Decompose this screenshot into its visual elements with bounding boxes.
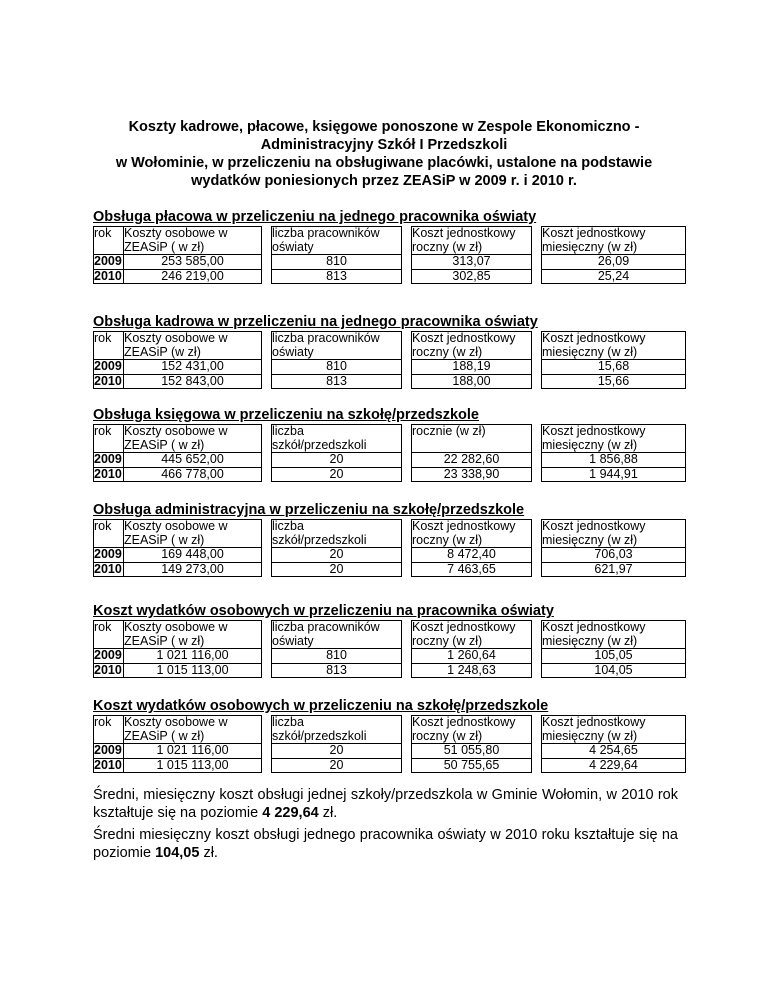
year-cell: 2010 xyxy=(94,466,122,481)
value-cell: 1 021 116,00 xyxy=(124,744,262,759)
value-cell: 1 021 116,00 xyxy=(124,649,262,664)
column-gap xyxy=(262,255,272,270)
value-cell: 810 xyxy=(272,360,402,375)
column-gap xyxy=(262,548,272,563)
column-gap xyxy=(402,758,412,773)
value-cell: 466 778,00 xyxy=(124,467,262,482)
summary-note xyxy=(93,786,678,822)
header-cell: Koszty osobowe w ZEASiP ( w zł) xyxy=(124,621,262,649)
note-text: Średni, miesięczny koszt obsługi jednej szkoły/przedszkola w Gminie Wołomin, w 2010 rok kształtuje się na poziomie xyxy=(93,787,678,821)
value-cell: 813 xyxy=(272,269,402,284)
column-gap xyxy=(402,716,412,744)
section xyxy=(93,501,685,577)
cost-table xyxy=(93,620,686,678)
title-line: w Wołominie, w przeliczeniu na obsługiwane placówki, ustalone na podstawie xyxy=(115,155,653,171)
value-cell: 1 856,88 xyxy=(542,453,686,468)
value-cell: 20 xyxy=(272,562,402,577)
value-cell: 1 015 113,00 xyxy=(124,663,262,678)
table-row xyxy=(94,562,686,577)
value-cell: 20 xyxy=(272,744,402,759)
year-cell: 2010 xyxy=(94,662,122,677)
column-gap xyxy=(402,425,412,453)
cost-table xyxy=(93,331,686,389)
column-gap xyxy=(262,467,272,482)
table-row xyxy=(94,453,686,468)
value-cell: 810 xyxy=(272,255,402,270)
column-gap xyxy=(262,520,272,548)
column-gap xyxy=(402,562,412,577)
year-cell: 2009 xyxy=(94,547,122,561)
value-cell: 152 843,00 xyxy=(124,374,262,389)
header-cell: liczba szkół/przedszkoli xyxy=(272,425,402,453)
value-cell: 25,24 xyxy=(542,269,686,284)
table-row xyxy=(94,548,686,563)
column-gap xyxy=(402,520,412,548)
value-cell: 20 xyxy=(272,453,402,468)
header-cell: rok xyxy=(94,227,124,255)
table-row xyxy=(94,663,686,678)
column-gap xyxy=(532,453,542,468)
table-header-row xyxy=(94,227,686,255)
header-cell: Koszty osobowe w ZEASiP ( w zł) xyxy=(124,716,262,744)
title-line: Koszty kadrowe, płacowe, księgowe ponoszone w Zespole Ekonomiczno - xyxy=(128,119,640,135)
value-cell: 104,05 xyxy=(542,663,686,678)
document-title xyxy=(60,118,708,190)
cost-table xyxy=(93,226,686,284)
value-cell: 4 254,65 xyxy=(542,744,686,759)
table-row xyxy=(94,269,686,284)
header-cell: Koszt jednostkowy roczny (w zł) xyxy=(412,332,532,360)
value-cell: 20 xyxy=(272,467,402,482)
value-cell: 7 463,65 xyxy=(412,562,532,577)
table-header-row xyxy=(94,716,686,744)
value-cell: 1 015 113,00 xyxy=(124,758,262,773)
column-gap xyxy=(262,744,272,759)
note-text: Średni miesięczny koszt obsługi jednego pracownika oświaty w 2010 roku kształtuje się na poziomie xyxy=(93,827,678,861)
header-cell: Koszt jednostkowy miesięczny (w zł) xyxy=(542,425,686,453)
section-heading: Koszt wydatków osobowych w przeliczeniu na pracownika oświaty xyxy=(93,603,554,619)
section-heading: Obsługa płacowa w przeliczeniu na jednego pracownika oświaty xyxy=(93,209,537,225)
header-cell: rok xyxy=(94,520,124,548)
section-heading: Koszt wydatków osobowych w przeliczeniu na szkołę/przedszkole xyxy=(93,698,549,714)
header-cell: rok xyxy=(94,716,124,744)
column-gap xyxy=(262,453,272,468)
column-gap xyxy=(402,453,412,468)
table-row xyxy=(94,467,686,482)
column-gap xyxy=(262,374,272,389)
column-gap xyxy=(532,227,542,255)
table-row xyxy=(94,374,686,389)
value-cell: 188,19 xyxy=(412,360,532,375)
value-cell: 1 260,64 xyxy=(412,649,532,664)
table-row xyxy=(94,744,686,759)
column-gap xyxy=(402,332,412,360)
column-gap xyxy=(532,744,542,759)
value-cell: 15,66 xyxy=(542,374,686,389)
summary-notes xyxy=(93,786,678,866)
header-cell: Koszt jednostkowy roczny (w zł) xyxy=(412,621,532,649)
table-header-row xyxy=(94,425,686,453)
header-cell: liczba szkół/przedszkoli xyxy=(272,520,402,548)
table-row xyxy=(94,255,686,270)
column-gap xyxy=(262,269,272,284)
value-cell: 51 055,80 xyxy=(412,744,532,759)
value-cell: 20 xyxy=(272,548,402,563)
value-cell: 188,00 xyxy=(412,374,532,389)
value-cell: 813 xyxy=(272,663,402,678)
column-gap xyxy=(262,332,272,360)
header-cell: liczba pracowników oświaty xyxy=(272,332,402,360)
cost-table xyxy=(93,519,686,577)
value-cell: 621,97 xyxy=(542,562,686,577)
value-cell: 105,05 xyxy=(542,649,686,664)
column-gap xyxy=(532,621,542,649)
column-gap xyxy=(532,520,542,548)
note-value: 4 229,64 xyxy=(262,805,319,821)
note-value: 104,05 xyxy=(155,845,200,861)
header-cell: Koszt jednostkowy miesięczny (w zł) xyxy=(542,332,686,360)
header-cell: rok xyxy=(94,425,124,453)
section xyxy=(93,313,685,389)
year-cell: 2009 xyxy=(94,254,122,268)
title-line: wydatków poniesionych przez ZEASiP w 2009 r. i 2010 r. xyxy=(191,173,577,189)
table-header-row xyxy=(94,621,686,649)
header-cell: Koszty osobowe w ZEASiP ( w zł) xyxy=(124,425,262,453)
header-cell: Koszty osobowe w ZEASiP ( w zł) xyxy=(124,520,262,548)
value-cell: 810 xyxy=(272,649,402,664)
column-gap xyxy=(402,663,412,678)
header-cell: Koszt jednostkowy miesięczny (w zł) xyxy=(542,520,686,548)
column-gap xyxy=(262,649,272,664)
column-gap xyxy=(402,649,412,664)
column-gap xyxy=(532,332,542,360)
table-header-row xyxy=(94,520,686,548)
note-text: zł. xyxy=(199,845,218,861)
header-cell: Koszty osobowe w ZEASiP (w zł) xyxy=(124,332,262,360)
header-cell: Koszty osobowe w ZEASiP ( w zł) xyxy=(124,227,262,255)
column-gap xyxy=(532,663,542,678)
header-cell: liczba pracowników oświaty xyxy=(272,227,402,255)
column-gap xyxy=(532,562,542,577)
table-row xyxy=(94,360,686,375)
value-cell: 15,68 xyxy=(542,360,686,375)
year-cell: 2010 xyxy=(94,373,122,388)
section-heading: Obsługa księgowa w przeliczeniu na szkołę/przedszkole xyxy=(93,407,479,423)
value-cell: 26,09 xyxy=(542,255,686,270)
summary-note xyxy=(93,826,678,862)
column-gap xyxy=(402,467,412,482)
title-line: Administracyjny Szkół I Przedszkoli xyxy=(260,137,508,153)
column-gap xyxy=(402,360,412,375)
section xyxy=(93,406,685,482)
section-heading: Obsługa administracyjna w przeliczeniu na szkołę/przedszkole xyxy=(93,502,525,518)
header-cell: rok xyxy=(94,621,124,649)
header-cell: rocznie (w zł) xyxy=(412,425,532,453)
column-gap xyxy=(262,360,272,375)
value-cell: 313,07 xyxy=(412,255,532,270)
column-gap xyxy=(262,758,272,773)
cost-table xyxy=(93,715,686,773)
year-cell: 2009 xyxy=(94,648,122,662)
header-cell: Koszt jednostkowy roczny (w zł) xyxy=(412,520,532,548)
header-cell: Koszt jednostkowy roczny (w zł) xyxy=(412,716,532,744)
header-cell: Koszt jednostkowy miesięczny (w zł) xyxy=(542,716,686,744)
header-cell: Koszt jednostkowy miesięczny (w zł) xyxy=(542,227,686,255)
column-gap xyxy=(532,716,542,744)
column-gap xyxy=(532,548,542,563)
value-cell: 253 585,00 xyxy=(124,255,262,270)
column-gap xyxy=(262,425,272,453)
column-gap xyxy=(402,621,412,649)
value-cell: 8 472,40 xyxy=(412,548,532,563)
header-cell: rok xyxy=(94,332,124,360)
cost-table xyxy=(93,424,686,482)
column-gap xyxy=(402,227,412,255)
column-gap xyxy=(402,374,412,389)
column-gap xyxy=(532,360,542,375)
column-gap xyxy=(532,467,542,482)
header-cell: Koszt jednostkowy miesięczny (w zł) xyxy=(542,621,686,649)
year-cell: 2010 xyxy=(94,561,122,576)
year-cell: 2010 xyxy=(94,757,122,772)
section-heading: Obsługa kadrowa w przeliczeniu na jednego pracownika oświaty xyxy=(93,314,538,330)
column-gap xyxy=(262,663,272,678)
year-cell: 2009 xyxy=(94,452,122,466)
value-cell: 1 944,91 xyxy=(542,467,686,482)
value-cell: 1 248,63 xyxy=(412,663,532,678)
column-gap xyxy=(532,374,542,389)
header-cell: liczba szkół/przedszkoli xyxy=(272,716,402,744)
header-cell: Koszt jednostkowy roczny (w zł) xyxy=(412,227,532,255)
section xyxy=(93,208,685,284)
column-gap xyxy=(262,227,272,255)
header-cell: liczba pracowników oświaty xyxy=(272,621,402,649)
column-gap xyxy=(532,649,542,664)
year-cell: 2009 xyxy=(94,359,122,373)
column-gap xyxy=(402,548,412,563)
value-cell: 246 219,00 xyxy=(124,269,262,284)
value-cell: 706,03 xyxy=(542,548,686,563)
column-gap xyxy=(532,269,542,284)
value-cell: 23 338,90 xyxy=(412,467,532,482)
table-row xyxy=(94,758,686,773)
column-gap xyxy=(402,255,412,270)
value-cell: 4 229,64 xyxy=(542,758,686,773)
value-cell: 149 273,00 xyxy=(124,562,262,577)
value-cell: 152 431,00 xyxy=(124,360,262,375)
value-cell: 302,85 xyxy=(412,269,532,284)
column-gap xyxy=(532,758,542,773)
column-gap xyxy=(402,744,412,759)
value-cell: 169 448,00 xyxy=(124,548,262,563)
value-cell: 20 xyxy=(272,758,402,773)
column-gap xyxy=(262,716,272,744)
column-gap xyxy=(262,621,272,649)
note-text: zł. xyxy=(318,805,338,821)
year-cell: 2009 xyxy=(94,743,122,757)
table-header-row xyxy=(94,332,686,360)
column-gap xyxy=(532,425,542,453)
value-cell: 445 652,00 xyxy=(124,453,262,468)
column-gap xyxy=(402,269,412,284)
value-cell: 22 282,60 xyxy=(412,453,532,468)
section xyxy=(93,602,685,678)
column-gap xyxy=(262,562,272,577)
column-gap xyxy=(532,255,542,270)
value-cell: 50 755,65 xyxy=(412,758,532,773)
table-row xyxy=(94,649,686,664)
section xyxy=(93,697,685,773)
year-cell: 2010 xyxy=(94,268,122,283)
value-cell: 813 xyxy=(272,374,402,389)
